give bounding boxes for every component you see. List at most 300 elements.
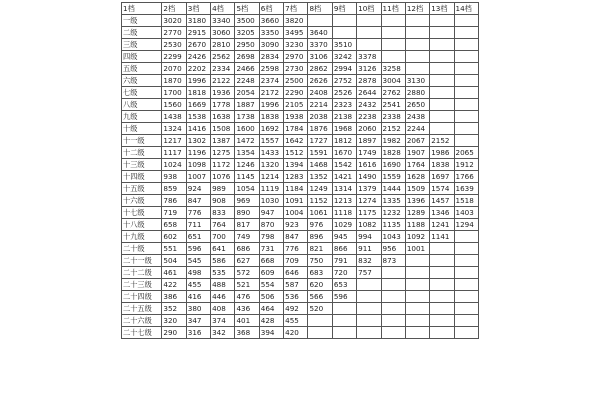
grade-label-cell: 十二级 [122,147,162,159]
salary-cell: 2650 [405,99,429,111]
salary-cell [430,279,454,291]
salary-cell: 764 [211,219,235,231]
grade-label-cell: 七级 [122,87,162,99]
salary-cell [405,267,429,279]
salary-cell: 1887 [235,99,259,111]
salary-cell: 3258 [381,63,405,75]
salary-cell: 859 [162,183,186,195]
salary-cell: 2060 [357,123,381,135]
salary-cell: 757 [357,267,381,279]
salary-cell [430,267,454,279]
salary-cell: 1172 [211,159,235,171]
grade-label-cell: 十级 [122,123,162,135]
table-row [122,111,479,123]
salary-cell [454,327,478,339]
salary-cell: 1294 [454,219,478,231]
salary-cell: 833 [211,207,235,219]
salary-cell [454,291,478,303]
salary-cell: 3510 [332,39,356,51]
salary-cell: 969 [235,195,259,207]
salary-cell: 1512 [284,147,308,159]
table-row [122,195,479,207]
salary-cell: 520 [308,303,332,315]
column-header: 11档 [381,3,405,15]
salary-cell [405,27,429,39]
salary-cell: 3370 [308,39,332,51]
salary-cell [454,279,478,291]
salary-cell: 3350 [259,27,283,39]
salary-cell [381,303,405,315]
salary-cell: 653 [332,279,356,291]
salary-cell: 2244 [405,123,429,135]
salary-cell [357,27,381,39]
salary-cell: 2878 [357,75,381,87]
salary-cell: 1241 [430,219,454,231]
salary-cell: 817 [235,219,259,231]
salary-cell: 461 [162,267,186,279]
grade-label-cell: 八级 [122,99,162,111]
salary-cell: 2670 [186,39,210,51]
salary-cell: 3242 [332,51,356,63]
salary-cell [381,51,405,63]
salary-cell [332,27,356,39]
salary-cell: 1982 [381,135,405,147]
salary-cell: 1175 [357,207,381,219]
salary-cell: 832 [357,255,381,267]
salary-cell [405,315,429,327]
salary-cell: 1766 [454,171,478,183]
salary-cell: 1213 [332,195,356,207]
salary-cell: 2334 [211,63,235,75]
salary-cell [405,279,429,291]
salary-cell: 2374 [259,75,283,87]
table-row [122,327,479,339]
salary-cell: 938 [162,171,186,183]
salary-cell [381,15,405,27]
salary-cell: 627 [235,255,259,267]
salary-cell: 2762 [381,87,405,99]
salary-cell: 1274 [357,195,381,207]
salary-cell: 1692 [259,123,283,135]
salary-cell: 1076 [211,171,235,183]
salary-cell: 1184 [284,183,308,195]
salary-cell: 945 [332,231,356,243]
salary-cell [454,27,478,39]
salary-cell: 1616 [357,159,381,171]
salary-cell: 3495 [284,27,308,39]
table-row [122,315,479,327]
table-row [122,279,479,291]
salary-cell: 750 [308,255,332,267]
salary-cell: 2138 [332,111,356,123]
salary-cell: 1700 [162,87,186,99]
salary-cell: 596 [186,243,210,255]
salary-cell: 791 [332,255,356,267]
salary-cell: 401 [235,315,259,327]
salary-cell: 646 [284,267,308,279]
salary-cell: 2438 [405,111,429,123]
salary-cell: 1508 [211,123,235,135]
salary-cell: 1642 [284,135,308,147]
salary-cell: 3340 [211,15,235,27]
salary-cell: 3378 [357,51,381,63]
table-row [122,99,479,111]
salary-cell: 2770 [162,27,186,39]
salary-cell: 2038 [308,111,332,123]
salary-cell: 2626 [308,75,332,87]
salary-cell: 2426 [186,51,210,63]
salary-cell: 420 [284,327,308,339]
salary-cell: 1876 [308,123,332,135]
grade-label-cell: 十五级 [122,183,162,195]
salary-cell: 720 [332,267,356,279]
salary-cell: 2562 [211,51,235,63]
table-row [122,15,479,27]
salary-cell: 1061 [308,207,332,219]
salary-cell: 1283 [284,171,308,183]
salary-cell [430,327,454,339]
salary-cell: 1029 [332,219,356,231]
salary-cell: 994 [357,231,381,243]
salary-cell [405,39,429,51]
salary-cell: 1897 [357,135,381,147]
salary-cell: 3126 [357,63,381,75]
salary-cell: 1346 [430,207,454,219]
grade-label-cell: 三级 [122,39,162,51]
table-row [122,147,479,159]
salary-cell: 1141 [430,231,454,243]
salary-cell: 1472 [235,135,259,147]
salary-cell: 1302 [186,135,210,147]
salary-cell: 2152 [430,135,454,147]
table-row [122,183,479,195]
salary-cell: 1438 [162,111,186,123]
column-header: 14档 [454,3,478,15]
salary-cell: 1001 [405,243,429,255]
salary-cell: 956 [381,243,405,255]
salary-cell [454,243,478,255]
table-row [122,51,479,63]
salary-cell: 535 [211,267,235,279]
salary-cell: 1098 [186,159,210,171]
column-header: 3档 [186,3,210,15]
salary-cell [454,303,478,315]
salary-cell: 668 [259,255,283,267]
salary-cell [357,315,381,327]
salary-cell: 1518 [454,195,478,207]
salary-cell: 1004 [284,207,308,219]
grade-label-cell: 二十四级 [122,291,162,303]
table-row [122,63,479,75]
salary-cell [430,27,454,39]
salary-cell: 1249 [308,183,332,195]
salary-cell: 290 [162,327,186,339]
salary-cell: 2172 [259,87,283,99]
salary-cell: 428 [259,315,283,327]
salary-cell [430,39,454,51]
salary-cell: 554 [259,279,283,291]
salary-cell: 658 [162,219,186,231]
salary-cell: 1727 [308,135,332,147]
table-row [122,243,479,255]
salary-cell: 1986 [430,147,454,159]
salary-cell: 1152 [308,195,332,207]
grade-label-cell: 五级 [122,63,162,75]
salary-cell: 1135 [381,219,405,231]
salary-cell: 1628 [405,171,429,183]
salary-cell: 2598 [259,63,283,75]
salary-cell: 1416 [186,123,210,135]
salary-cell: 1996 [259,99,283,111]
salary-cell: 492 [284,303,308,315]
salary-cell: 641 [211,243,235,255]
salary-cell: 3500 [235,15,259,27]
salary-cell: 1320 [259,159,283,171]
salary-cell: 2500 [284,75,308,87]
salary-cell: 2698 [235,51,259,63]
salary-cell [405,327,429,339]
salary-cell: 2970 [284,51,308,63]
table-row [122,27,479,39]
salary-cell: 602 [162,231,186,243]
salary-cell [430,243,454,255]
salary-cell: 731 [259,243,283,255]
salary-cell: 1092 [405,231,429,243]
salary-cell: 1490 [357,171,381,183]
salary-cell [381,291,405,303]
table-header-row [122,3,479,15]
salary-cell [357,15,381,27]
salary-cell [430,63,454,75]
salary-cell: 2248 [235,75,259,87]
salary-cell: 1394 [284,159,308,171]
salary-cell [430,51,454,63]
column-header: 12档 [405,3,429,15]
salary-cell: 2408 [308,87,332,99]
salary-cell: 2466 [235,63,259,75]
table-row [122,291,479,303]
salary-cell: 446 [211,291,235,303]
salary-cell [430,303,454,315]
salary-cell [430,111,454,123]
salary-cell: 2070 [162,63,186,75]
salary-cell [430,123,454,135]
salary-cell: 1387 [211,135,235,147]
salary-cell: 2202 [186,63,210,75]
salary-cell: 776 [186,207,210,219]
salary-cell: 1996 [186,75,210,87]
grade-label-cell: 二十二级 [122,267,162,279]
salary-cell: 1275 [211,147,235,159]
grade-label-cell: 十三级 [122,159,162,171]
salary-cell [405,291,429,303]
salary-cell [454,315,478,327]
salary-cell: 1118 [332,207,356,219]
salary-cell: 2214 [308,99,332,111]
salary-cell: 686 [235,243,259,255]
salary-cell: 719 [162,207,186,219]
grade-label-cell: 二十七级 [122,327,162,339]
salary-cell: 3020 [162,15,186,27]
salary-cell: 587 [284,279,308,291]
salary-cell: 1421 [332,171,356,183]
salary-cell: 3060 [211,27,235,39]
salary-cell: 3106 [308,51,332,63]
salary-cell: 749 [235,231,259,243]
table-row [122,39,479,51]
salary-cell: 896 [308,231,332,243]
salary-cell: 1818 [186,87,210,99]
salary-cell: 506 [259,291,283,303]
salary-cell: 911 [357,243,381,255]
salary-cell: 976 [308,219,332,231]
salary-cell [454,231,478,243]
grade-label-cell: 九级 [122,111,162,123]
salary-cell: 347 [186,315,210,327]
grade-label-cell: 二十三级 [122,279,162,291]
salary-cell: 2915 [186,27,210,39]
salary-cell [430,315,454,327]
salary-cell: 2299 [162,51,186,63]
grade-label-cell: 十七级 [122,207,162,219]
grade-label-cell: 六级 [122,75,162,87]
table-row [122,123,479,135]
salary-cell: 683 [308,267,332,279]
salary-cell [357,303,381,315]
salary-cell: 1091 [284,195,308,207]
salary-cell: 2644 [357,87,381,99]
salary-cell [332,15,356,27]
salary-cell: 1669 [186,99,210,111]
column-header: 7档 [284,3,308,15]
salary-cell: 1119 [259,183,283,195]
salary-cell: 1738 [235,111,259,123]
salary-cell: 1812 [332,135,356,147]
salary-cell: 2105 [284,99,308,111]
grade-label-cell: 十四级 [122,171,162,183]
salary-cell: 488 [211,279,235,291]
salary-cell: 386 [162,291,186,303]
salary-cell: 1354 [235,147,259,159]
salary-cell [454,135,478,147]
salary-cell: 476 [235,291,259,303]
salary-cell: 866 [332,243,356,255]
salary-cell [430,75,454,87]
salary-cell [308,15,332,27]
salary-cell: 3205 [235,27,259,39]
salary-cell: 1289 [405,207,429,219]
salary-cell: 1838 [430,159,454,171]
salary-cell: 1749 [357,147,381,159]
salary-cell: 3130 [405,75,429,87]
table-row [122,255,479,267]
salary-cell: 1324 [162,123,186,135]
column-header: 1档 [122,3,162,15]
salary-cell: 2067 [405,135,429,147]
salary-cell: 924 [186,183,210,195]
salary-cell: 709 [284,255,308,267]
salary-cell: 1828 [381,147,405,159]
salary-cell [332,327,356,339]
salary-cell: 2432 [357,99,381,111]
salary-cell: 2122 [211,75,235,87]
salary-cell [381,267,405,279]
salary-grade-table [121,2,479,339]
salary-cell [357,291,381,303]
salary-cell: 2290 [284,87,308,99]
salary-cell: 368 [235,327,259,339]
salary-cell: 1870 [162,75,186,87]
salary-cell: 1468 [308,159,332,171]
salary-cell: 1196 [186,147,210,159]
salary-cell [381,327,405,339]
salary-cell: 923 [284,219,308,231]
salary-cell: 1007 [186,171,210,183]
table-row [122,267,479,279]
salary-cell: 1559 [381,171,405,183]
salary-cell: 1145 [235,171,259,183]
salary-cell: 3820 [284,15,308,27]
salary-cell: 620 [308,279,332,291]
salary-cell [405,51,429,63]
column-header: 6档 [259,3,283,15]
salary-cell: 455 [186,279,210,291]
salary-cell: 890 [235,207,259,219]
salary-cell: 3640 [308,27,332,39]
salary-cell: 1030 [259,195,283,207]
salary-cell [454,39,478,51]
salary-cell: 1560 [162,99,186,111]
column-header: 8档 [308,3,332,15]
salary-cell [454,51,478,63]
salary-cell [357,327,381,339]
salary-cell [454,111,478,123]
salary-cell: 352 [162,303,186,315]
grade-label-cell: 二十一级 [122,255,162,267]
salary-cell: 2810 [211,39,235,51]
salary-cell [381,39,405,51]
salary-cell: 1043 [381,231,405,243]
salary-cell: 821 [308,243,332,255]
salary-cell: 422 [162,279,186,291]
grade-label-cell: 二十五级 [122,303,162,315]
salary-cell: 416 [186,291,210,303]
salary-cell: 700 [211,231,235,243]
salary-cell: 1352 [308,171,332,183]
salary-cell: 1638 [211,111,235,123]
salary-cell: 1314 [332,183,356,195]
grade-label-cell: 一级 [122,15,162,27]
salary-cell: 2152 [381,123,405,135]
salary-cell: 1574 [430,183,454,195]
salary-cell [308,315,332,327]
salary-cell: 1457 [430,195,454,207]
salary-cell: 2238 [357,111,381,123]
salary-cell [430,87,454,99]
salary-cell: 455 [284,315,308,327]
salary-cell [405,63,429,75]
grade-label-cell: 四级 [122,51,162,63]
salary-cell: 2054 [235,87,259,99]
salary-cell: 2323 [332,99,356,111]
salary-cell: 1396 [405,195,429,207]
salary-cell: 1082 [357,219,381,231]
salary-cell [308,327,332,339]
salary-cell: 1024 [162,159,186,171]
salary-cell: 1246 [235,159,259,171]
salary-cell: 711 [186,219,210,231]
table-row [122,231,479,243]
